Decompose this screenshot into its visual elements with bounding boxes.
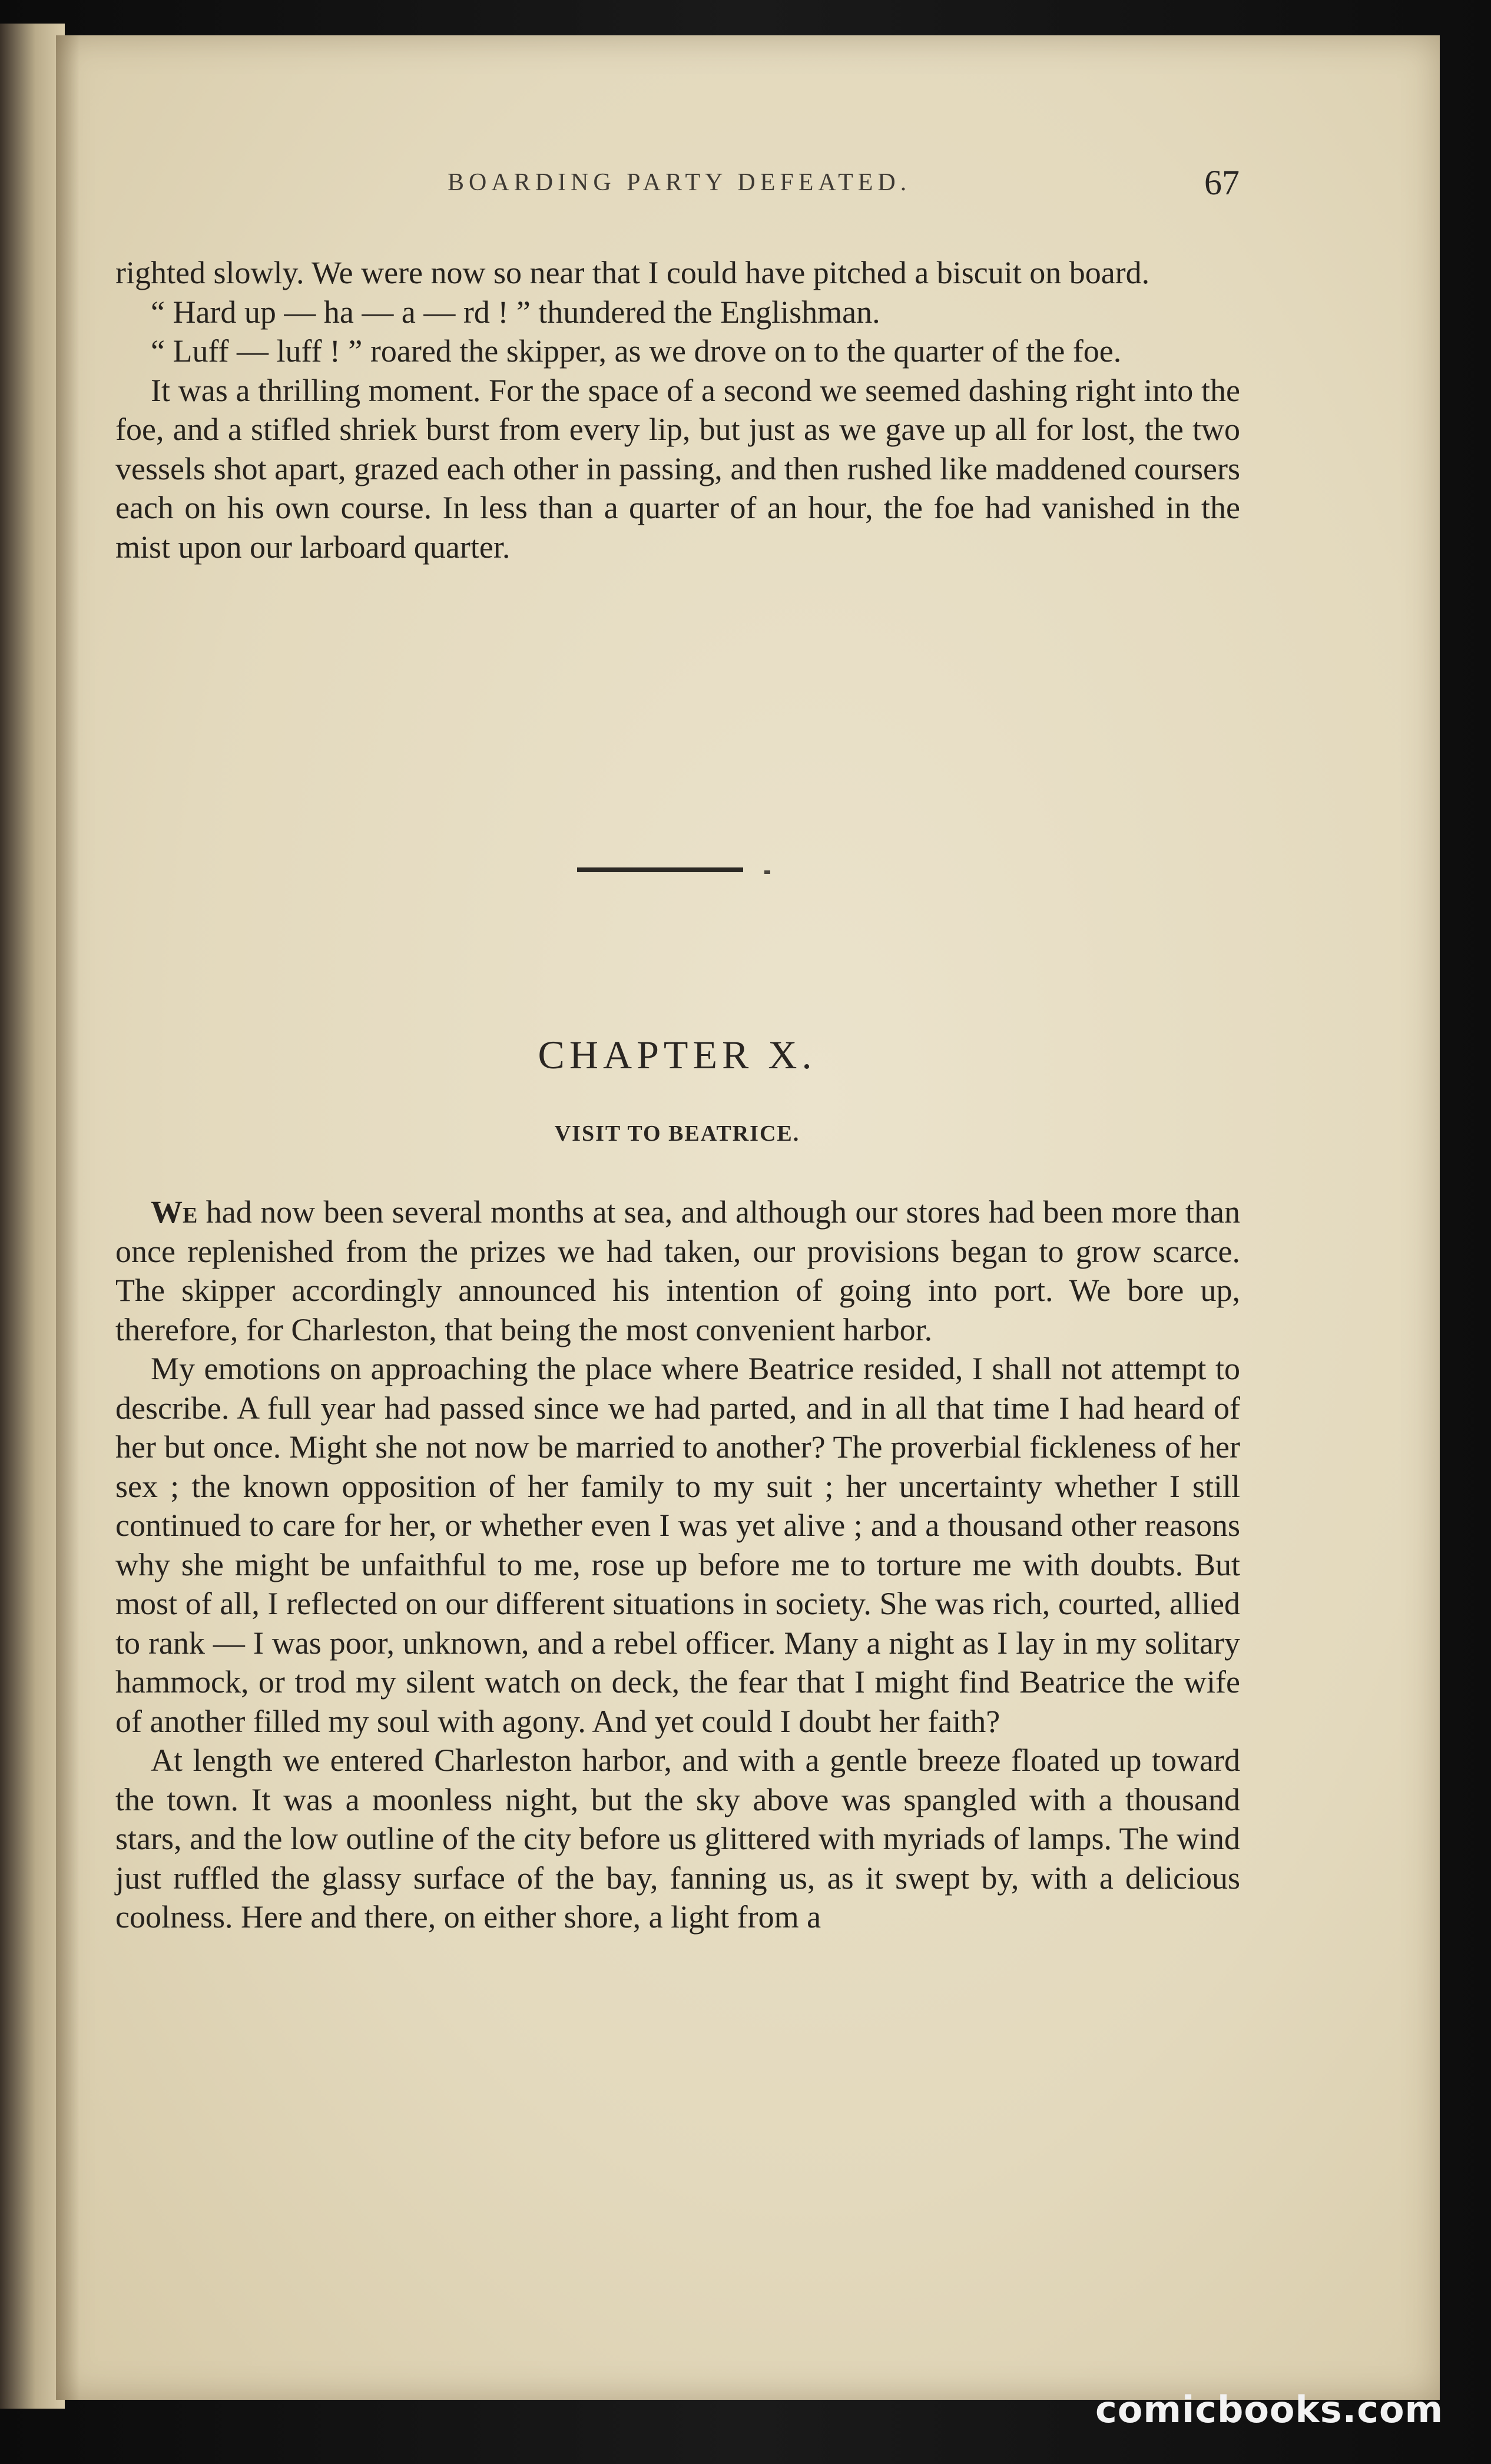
paragraph-my-emotions: My emotions on approaching the place where Beatrice resided, I shall not attempt to describe. A full year had passed since we had parted, and in all that time I had heard of her but once. Might she not now be married to another? The proverbial fickleness of her sex ; the known opposition of her family to my suit ; her uncertainty whether I still continued to care for her, or whether even I was yet alive ; and a thousand other reasons why she might be unfaithful to me, rose up before me to torture me with doubts. But most of all, I reflected on our different situations in society. She was rich, courted, allied to rank — I was poor, unknown, and a rebel officer. Many a night as I lay in my solitary hammock, or trod my silent watch on deck, the fear that I might find Beatrice the wife of another filled my soul with agony. And yet could I doubt her faith?: [115, 1351, 1240, 1739]
section-divider-dot: [764, 870, 770, 874]
chapter-text-block: [115, 1193, 1240, 1937]
source-watermark: comicbooks.com: [1095, 2388, 1444, 2431]
chapter-subtitle: VISIT TO BEATRICE.: [554, 1121, 800, 1146]
page-fold-shadow: [56, 35, 79, 2400]
paragraph-righted-slowly: righted slowly. We were now so near that I could have pitched a biscuit on board.: [115, 255, 1150, 290]
paragraph-several-months: [115, 1193, 1240, 1349]
running-head: BOARDING PARTY DEFEATED.: [448, 169, 912, 196]
paragraph-lead-word: We: [151, 1194, 198, 1230]
paragraph-thrilling-moment: It was a thrilling moment. For the space of a second we seemed dashing right into the foe, and a stifled shriek burst from every lip, but just as we gave up all for lost, the two vessels shot apart, grazed each other in passing, and then rushed like maddened coursers each on his own course. In less than a quarter of an hour, the foe had vanished in the mist upon our larboard quarter.: [115, 372, 1240, 565]
paragraph-several-months-text: had now been several months at sea, and although our stores had been more than once replenished from the prizes we had taken, our provisions began to grow scarce. The skipper accordingly announced his intention of going into port. We bore up, therefore, for Charleston, that being the most convenient harbor.: [115, 1194, 1240, 1347]
top-text-block: [115, 253, 1240, 567]
book-spine-edge: [0, 24, 65, 2409]
page-number: 67: [1204, 163, 1240, 202]
paragraph-charleston-harbor: At length we entered Charleston harbor, and with a gentle breeze floated up toward the town. It was a moonless night, but the sky above was spangled with a thousand stars, and the low outline of the city before us glittered with myriads of lamps. The wind just ruffled the glassy surface of the bay, fanning us, as it swept by, with a delicious coolness. Here and there, on either shore, a light from a: [115, 1743, 1240, 1935]
paragraph-hard-up: “ Hard up — ha — a — rd ! ” thundered the Englishman.: [151, 294, 880, 330]
paragraph-luff: “ Luff — luff ! ” roared the skipper, as we drove on to the quarter of the foe.: [151, 333, 1122, 369]
section-divider-rule: [577, 867, 743, 872]
chapter-title: CHAPTER X.: [538, 1032, 817, 1077]
